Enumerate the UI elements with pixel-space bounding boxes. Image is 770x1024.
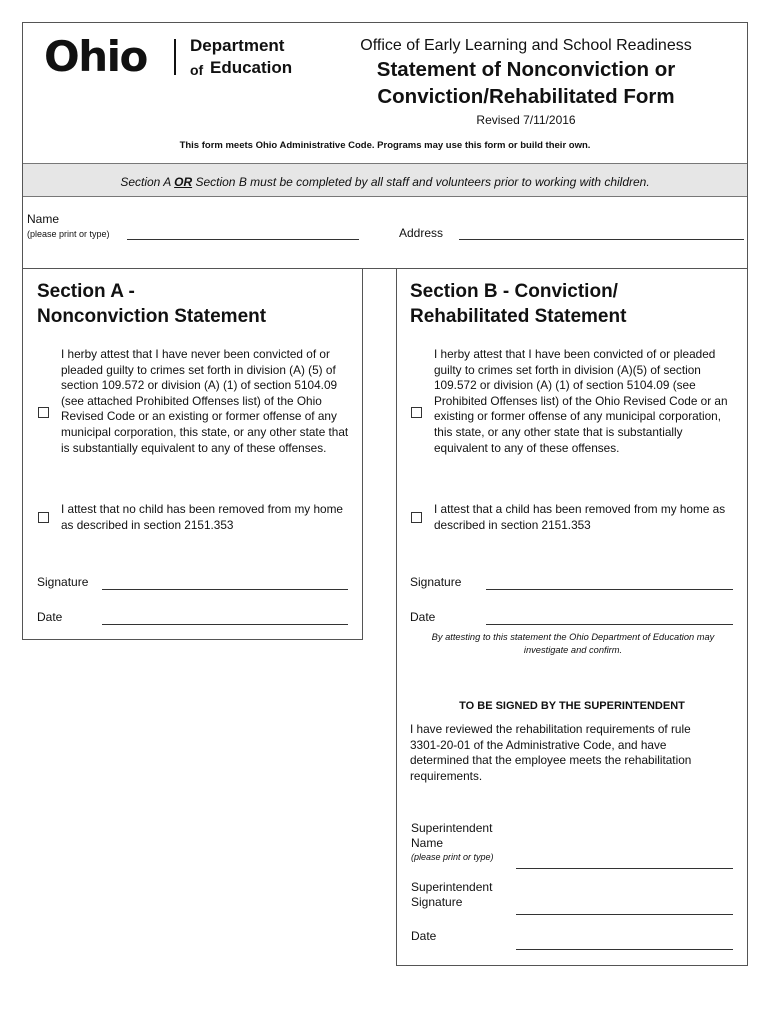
logo-department: Department — [190, 36, 285, 55]
section-a-date-field[interactable] — [102, 624, 348, 625]
section-b-title-line2: Rehabilitated Statement — [410, 306, 627, 327]
section-b-statement-2: I attest that a child has been removed from my home as described in section 2151.353 — [434, 502, 726, 532]
banner-part3: Section B must be completed by all staff and volunteers prior to working with children. — [192, 175, 650, 189]
section-a-title-line1: Section A - — [37, 281, 135, 302]
sup-sig-label-1: Superintendent — [411, 880, 493, 894]
superintendent-name-field[interactable] — [516, 868, 733, 869]
sup-date-label: Date — [411, 929, 437, 943]
sup-name-label-2: Name — [411, 836, 444, 850]
form-title-line2: Conviction/Rehabilitated Form — [377, 85, 675, 108]
section-b-conviction-checkbox[interactable] — [411, 407, 422, 418]
section-b-date-label: Date — [410, 610, 436, 624]
section-b-title-line1: Section B - Conviction/ — [410, 281, 618, 302]
form-title-line1: Statement of Nonconviction or — [376, 58, 676, 81]
section-b-date-field[interactable] — [486, 624, 733, 625]
sup-name-hint: (please print or type) — [411, 852, 494, 862]
name-field[interactable] — [127, 239, 359, 240]
superintendent-signature-field[interactable] — [516, 914, 733, 915]
section-b-signature-field[interactable] — [486, 589, 733, 590]
superintendent-date-field[interactable] — [516, 949, 733, 950]
logo-wordmark: Ohio — [44, 32, 147, 81]
name-hint: (please print or type) — [27, 229, 110, 239]
section-b-statement-1: I herby attest that I have been convicted of or pleaded guilty to crimes set forth in division (A)(5) of section 109.572 or division (A) (1) of section 5104.09 (see Prohibited Offenses list) of the Ohio Revised Code or an existing or former offense of any municipal corporation, this state, or any other state that is substantially equivalent to any of these offenses. — [434, 347, 728, 455]
section-a-child-removal-checkbox[interactable] — [38, 512, 49, 523]
banner-or: OR — [174, 175, 193, 189]
logo-education: Education — [210, 58, 293, 77]
form-note: This form meets Ohio Administrative Code. Programs may use this form or build their own. — [179, 140, 591, 151]
section-b-child-removal-checkbox[interactable] — [411, 512, 422, 523]
sup-sig-label-2: Signature — [411, 895, 463, 909]
revised-date: Revised 7/11/2016 — [476, 113, 576, 127]
banner-part1: Section A — [120, 175, 175, 189]
section-a-signature-label: Signature — [37, 575, 89, 589]
sup-name-label-1: Superintendent — [411, 821, 493, 835]
ohio-logo — [44, 32, 304, 82]
address-label: Address — [399, 226, 444, 240]
section-a-statement-1: I herby attest that I have never been convicted of or pleaded guilty to crimes set forth in division (A) (5) of section 109.572 or division (A) (1) of section 5104.09 (see attached Prohibited Offenses list) of the Ohio Revised Code or an existing or former offense of any municipal corporation, this state, or any other state that is substantially equivalent to any of these offenses. — [61, 347, 349, 455]
section-a-date-label: Date — [37, 610, 63, 624]
address-field[interactable] — [459, 239, 744, 240]
attest-note: By attesting to this statement the Ohio Department of Education may investigate and confirm. — [431, 632, 715, 655]
section-a-title-line2: Nonconviction Statement — [37, 306, 267, 327]
logo-of: of — [190, 62, 204, 78]
section-a-signature-field[interactable] — [102, 589, 348, 590]
name-label: Name — [27, 212, 60, 226]
section-a-nonconviction-checkbox[interactable] — [38, 407, 49, 418]
superintendent-text: I have reviewed the rehabilitation requirements of rule 3301-20-01 of the Administrative Code, and have determined that the employee meets the rehabilitation requirements. — [410, 722, 692, 783]
section-a-statement-2: I attest that no child has been removed from my home as described in section 2151.353 — [61, 502, 343, 532]
superintendent-heading: TO BE SIGNED BY THE SUPERINTENDENT — [459, 700, 685, 712]
office-name: Office of Early Learning and School Readiness — [360, 37, 692, 54]
section-b-signature-label: Signature — [410, 575, 462, 589]
logo-divider — [174, 39, 176, 75]
banner-text — [23, 175, 747, 190]
